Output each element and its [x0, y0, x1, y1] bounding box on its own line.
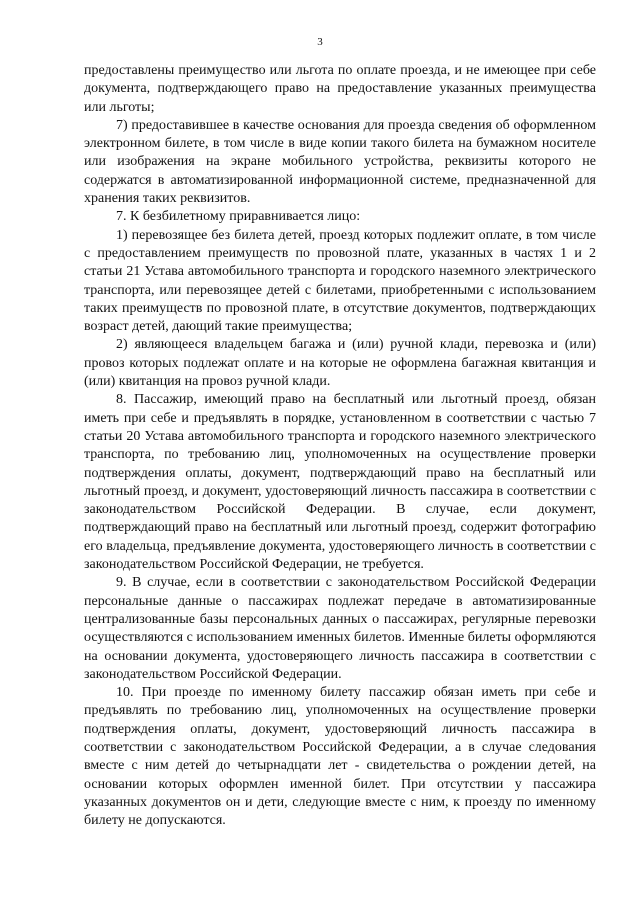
paragraph-item-2: 2) являющееся владельцем багажа и (или) ручной клади, перевозка и (или) провоз которых подлежат оплате и на которые не оформлена багажная квитанция и (или) квитанция на провоз ручной клади.	[84, 337, 596, 390]
paragraph-item-1: 1) перевозящее без билета детей, проезд которых подлежит оплате, в том числе с предоставлением преимуществ по провозной плате, указанных в частях 1 и 2 статьи 21 Устава автомобильного транспорта и городского наземного электрического транспорта, или перевозящее детей с билетами, приобретенными с использованием таких преимуществ по провозной плате, в отсутствие документов, подтверждающих возраст детей, дающий такие преимущества;	[84, 227, 596, 335]
paragraph-section-8: 8. Пассажир, имеющий право на бесплатный или льготный проезд, обязан иметь при себе и предъявлять в порядке, установленном в соответствии с частью 7 статьи 20 Устава автомобильного транспорта и городского наземного электрического транспорта, по требованию лиц, уполномоченных на осуществление проверки подтверждения оплаты, документ, подтверждающий право на бесплатный или льготный проезд, и документ, удостоверяющий личность пассажира в соответствии с законодательством Российской Федерации. В случае, если документ, подтверждающий право на бесплатный или льготный проезд, содержит фотографию его владельца, предъявление документа, удостоверяющего личность в соответствии с законодательством Российской Федерации, не требуется.	[84, 392, 596, 573]
paragraph-continuation: предоставлены преимущество или льгота по оплате проезда, и не имеющее при себе документа, подтверждающего право на предоставление указанных преимущества или льготы;	[84, 63, 596, 115]
paragraph-item-7: 7) предоставившее в качестве основания для проезда сведения об оформленном электронном билете, в том числе в виде копии такого билета на бумажном носителе или изображения на экране мобильного устройства, реквизиты которого не содержатся в автоматизированной информационной системе, предназначенной для хранения таких реквизитов.	[84, 117, 596, 207]
paragraph-section-7: 7. К безбилетному приравнивается лицо:	[116, 209, 361, 225]
paragraph-section-10: 10. При проезде по именному билету пассажир обязан иметь при себе и предъявлять по требованию лиц, уполномоченных на осуществление проверки подтверждения оплаты, документ, удостоверяющий личность пассажира в соответствии с законодательством Российской Федерации, а в случае следования вместе с ним детей до четырнадцати лет - свидетельства о рождении детей, на основании которых оформлен именной билет. При отсутствии у пассажира указанных документов он и дети, следующие вместе с ним, к проезду по именному билету не допускаются.	[84, 685, 596, 829]
paragraph-section-9: 9. В случае, если в соответствии с законодательством Российской Федерации персональные данные о пассажирах подлежат передаче в автоматизированные централизованные базы персональных данных о пассажирах, регулярные перевозки осуществляются с использованием именных билетов. Именные билеты оформляются на основании документа, удостоверяющего личность пассажира в соответствии с законодательством Российской Федерации.	[84, 575, 596, 682]
page-number: 3	[317, 36, 323, 48]
document-body	[84, 62, 596, 830]
